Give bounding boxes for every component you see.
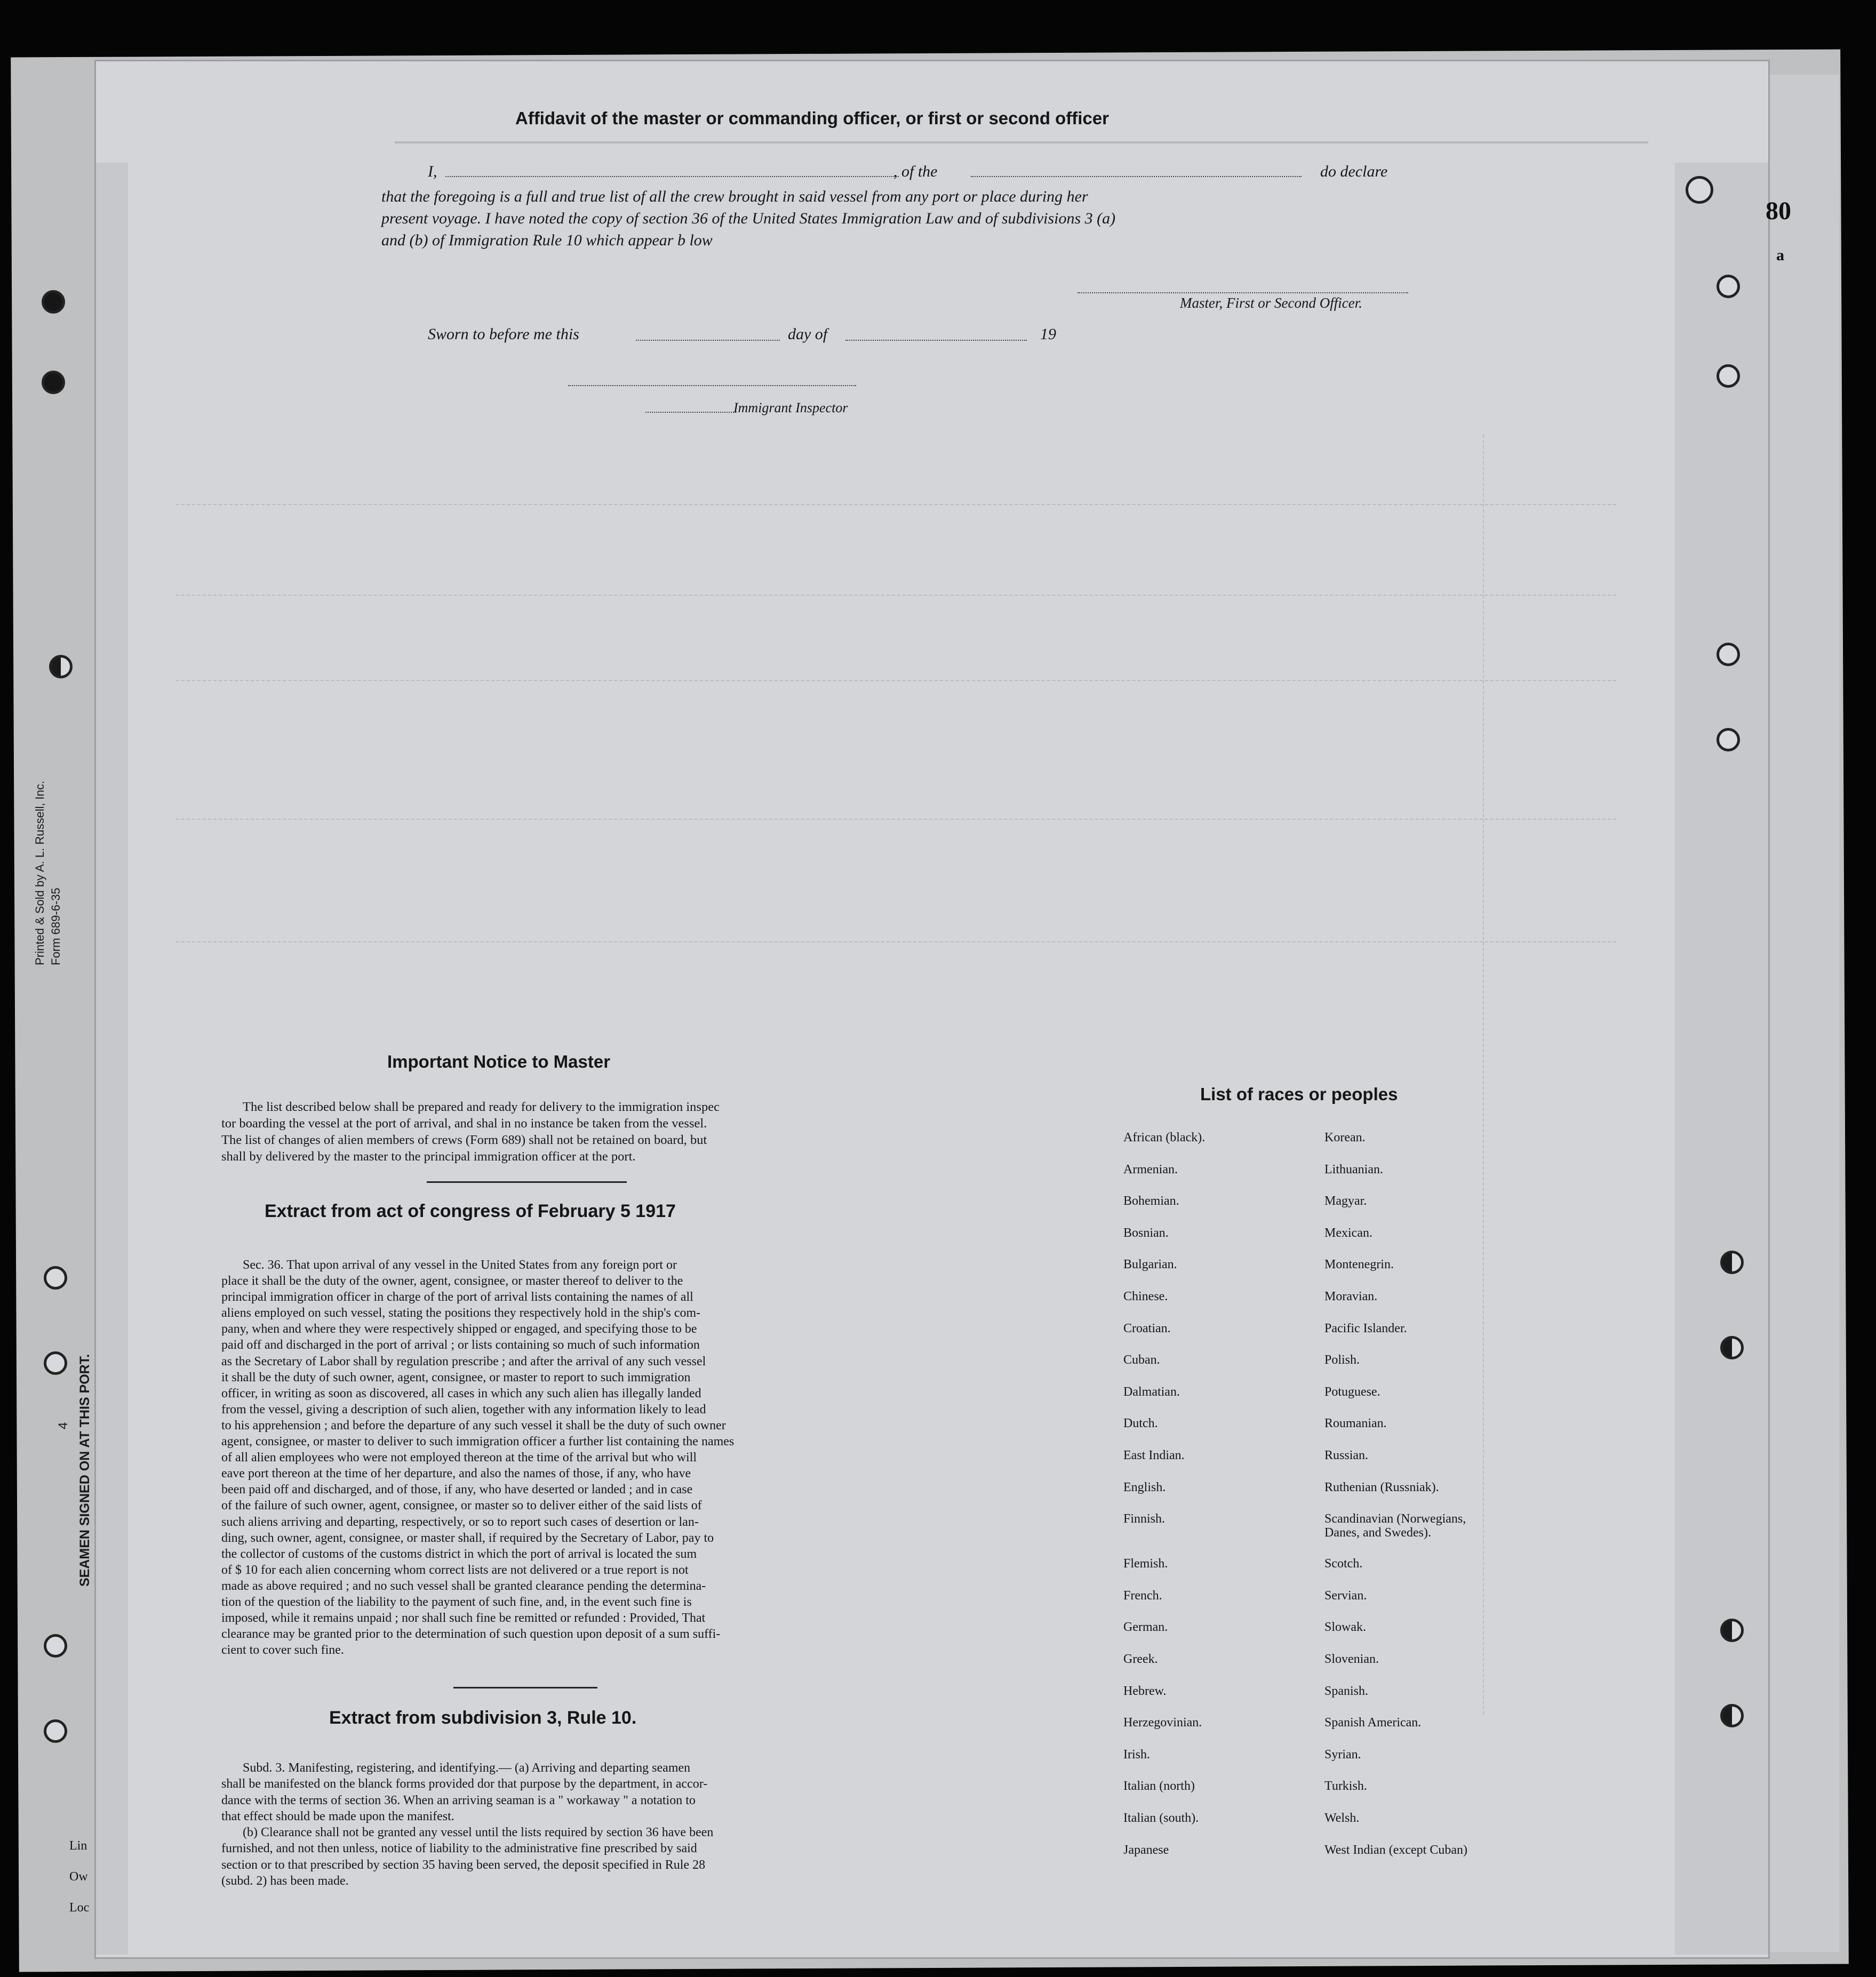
inspector-signature-blank[interactable] (568, 385, 856, 386)
race-item: Hebrew. (1123, 1684, 1167, 1698)
race-item: Dalmatian. (1123, 1384, 1180, 1399)
binding-hole (1717, 643, 1740, 666)
margin-number: 80 (1766, 197, 1791, 225)
text-line: agent, consignee, or master to deliver to such immigration officer a further list containing the names (221, 1435, 735, 1449)
text-line: as the Secretary of Labor shall by regulation prescribe ; and after the arrival of any such vessel (221, 1354, 706, 1368)
race-item: Potuguese. (1324, 1384, 1380, 1399)
affidavit-title: Affidavit of the master or commanding officer, or first or second officer (515, 108, 1109, 128)
text-line: principal immigration officer in charge of the port of arrival lists containing the names of all (221, 1290, 693, 1304)
text-line: cient to cover such fine. (221, 1643, 344, 1658)
race-item: Polish. (1324, 1353, 1360, 1367)
printer-credit: Printed & Sold by A. L. Russell, Inc. (33, 780, 46, 965)
race-item: French. (1123, 1588, 1162, 1603)
divider (427, 1181, 627, 1183)
race-item: Dutch. (1123, 1416, 1158, 1431)
race-item: Chinese. (1123, 1290, 1168, 1303)
race-item: Flemish. (1123, 1557, 1168, 1571)
race-item: Magyar. (1324, 1194, 1367, 1208)
text-line: of all alien employees who were not employed thereon at the time of the arrival but who will (221, 1451, 697, 1465)
bleed-through-row-c (176, 680, 1616, 681)
text-line: been paid off and discharged, and of those, if any, who have deserted or landed ; and in case (221, 1483, 693, 1497)
race-item: Bulgarian. (1123, 1258, 1177, 1272)
bleed-through-row-e (176, 941, 1616, 942)
race-item: Bosnian. (1123, 1226, 1169, 1240)
seamen-signed-label: SEAMEN SIGNED ON AT THIS PORT. (77, 1354, 92, 1587)
text-line: furnished, and not then unless, notice of liability to the administrative fine prescribed by said (221, 1842, 697, 1856)
races-title: List of races or peoples (1200, 1084, 1398, 1104)
side-number: 4 (56, 1422, 70, 1429)
race-item: Korean. (1324, 1131, 1366, 1144)
affidavit-i: I, (428, 163, 437, 180)
text-line: of $ 10 for each alien concerning whom correct lists are not delivered or a true report is not (221, 1563, 689, 1577)
race-item: Ruthenian (Russniak). (1324, 1480, 1439, 1494)
notice-title: Important Notice to Master (387, 1052, 611, 1071)
form-number: Form 689-6-35 (49, 887, 62, 965)
binding-hole (42, 290, 65, 314)
race-item: Lithuanian. (1324, 1162, 1383, 1176)
race-item: Servian. (1324, 1588, 1367, 1603)
affidavit-declare: do declare (1320, 163, 1388, 180)
text-line: it shall be the duty of such owner, agent, consignee, or master to report to such immigration (221, 1370, 691, 1384)
text-line: dance with the terms of section 36. When an arriving seaman is a " workaway " a notation to (221, 1793, 696, 1807)
text-line: (b) Clearance shall not be granted any vessel until the lists required by section 36 have been (243, 1826, 714, 1840)
bleed-through-row-d (176, 819, 1616, 820)
race-item: Welsh. (1324, 1811, 1360, 1825)
race-item: Slowak. (1324, 1620, 1366, 1635)
binding-hole (1717, 275, 1740, 298)
sworn-day-of: day of (788, 325, 828, 343)
right-page-edge (1770, 75, 1839, 1952)
race-item: Russian. (1324, 1448, 1369, 1462)
day-blank[interactable] (636, 340, 780, 341)
binding-hole (49, 655, 73, 678)
binding-hole (42, 371, 65, 394)
binding-hole (1686, 176, 1713, 204)
bleed-through-heading (395, 141, 1648, 143)
race-item: Italian (north) (1123, 1779, 1195, 1794)
extract-act-body (221, 1257, 832, 1658)
race-item: Herzegovinian. (1123, 1716, 1202, 1730)
left-margin-fragment: Ow (69, 1870, 88, 1884)
race-item: Turkish. (1324, 1779, 1367, 1794)
text-line: tion of the question of the liability to the payment of such fine, and, in the event such fine is (221, 1595, 692, 1609)
race-item: Mexican. (1324, 1226, 1372, 1240)
left-margin-fragment: Loc (69, 1901, 90, 1915)
text-line: the collector of customs of the customs district in which the port of arrival is located the sum (221, 1547, 697, 1561)
month-blank[interactable] (845, 340, 1027, 341)
binding-hole (44, 1634, 67, 1658)
text-line: shall be manifested on the blanck forms provided dor that purpose by the department, in accor- (221, 1777, 708, 1791)
name-blank[interactable] (445, 176, 899, 177)
text-line: place it shall be the duty of the owner, agent, consignee, or master thereof to deliver to the (221, 1274, 683, 1288)
text-line: The list of changes of alien members of crews (Form 689) shall not be retained on board, but (221, 1133, 707, 1147)
text-line: aliens employed on such vessel, stating the positions they respectively hold in the ship's com- (221, 1306, 701, 1320)
text-line: that effect should be made upon the manifest. (221, 1809, 454, 1823)
race-item: Scandinavian (Norwegians, Danes, and Swedes). (1324, 1512, 1466, 1540)
race-item: Cuban. (1123, 1353, 1160, 1367)
margin-letter: a (1776, 246, 1784, 264)
binding-hole (1717, 728, 1740, 751)
sworn-year: 19 (1040, 325, 1056, 343)
race-item: East Indian. (1123, 1448, 1185, 1462)
binding-hole (1720, 1619, 1744, 1642)
binding-hole (1720, 1251, 1744, 1274)
race-item: Spanish. (1324, 1684, 1369, 1698)
master-signature-label: Master, First or Second Officer. (1180, 295, 1362, 311)
notice-body (221, 1099, 835, 1165)
race-item: African (black). (1123, 1131, 1206, 1144)
race-item: Syrian. (1324, 1747, 1361, 1762)
race-item: Greek. (1123, 1652, 1158, 1666)
race-item: Scotch. (1324, 1557, 1363, 1571)
divider (453, 1687, 597, 1688)
text-line: imposed, while it remains unpaid ; nor shall such fine be remitted or refunded : Provided, That (221, 1611, 706, 1626)
left-margin-fragment: Lin (69, 1839, 87, 1853)
bleed-through-row-b (176, 595, 1616, 596)
text-line: paid off and discharged in the port of arrival ; or lists containing so much of such information (221, 1338, 700, 1352)
text-line: to his apprehension ; and before the departure of any such vessel it shall be the duty of such owner (221, 1418, 726, 1432)
race-item: West Indian (except Cuban) (1324, 1843, 1467, 1857)
bleed-through-row-a (176, 504, 1616, 505)
race-item: Spanish American. (1324, 1716, 1422, 1730)
text-line: eave port thereon at the time of her departure, and also the names of those, if any, who have (221, 1467, 691, 1481)
right-binding-strip (1675, 163, 1768, 1955)
binding-hole (1720, 1336, 1744, 1359)
extract-rule-body (221, 1760, 832, 1889)
affidavit-line-4: and (b) of Immigration Rule 10 which appear b low (381, 231, 713, 249)
race-item: Italian (south). (1123, 1811, 1199, 1825)
text-line: section or to that prescribed by section 35 having been served, the deposit specified in Rule 28 (221, 1858, 706, 1872)
race-item: Finnish. (1123, 1512, 1165, 1526)
binding-hole (1720, 1704, 1744, 1727)
text-line: from the vessel, giving a description of such alien, together with any information likely to lead (221, 1402, 706, 1416)
binding-hole (44, 1351, 67, 1375)
text-line: officer, in writing as soon as discovered, all cases in which any such alien has illegally landed (221, 1386, 701, 1400)
race-item: Croatian. (1123, 1321, 1171, 1335)
race-item: Moravian. (1324, 1290, 1378, 1303)
race-item: Roumanian. (1324, 1416, 1387, 1431)
race-item: English. (1123, 1480, 1166, 1494)
binding-hole (44, 1266, 67, 1290)
text-line: The list described below shall be prepared and ready for delivery to the immigration inspec (243, 1100, 720, 1114)
race-item: Japanese (1123, 1843, 1169, 1857)
text-line: such aliens arriving and departing, respectively, or so to report such cases of desertion or lan- (221, 1515, 699, 1529)
vessel-blank[interactable] (971, 176, 1302, 177)
inspector-signature-blank-2[interactable] (645, 412, 736, 413)
binding-hole (44, 1719, 67, 1743)
affidavit-line-2: that the foregoing is a full and true list of all the crew brought in said vessel from any port or place during her (381, 188, 1088, 205)
race-item: Slovenian. (1324, 1652, 1379, 1666)
binding-hole (1717, 364, 1740, 388)
text-line: Subd. 3. Manifesting, registering, and identifying.— (a) Arriving and departing seamen (243, 1761, 691, 1775)
text-line: tor boarding the vessel at the port of arrival, and shal in no instance be taken from the vessel. (221, 1116, 707, 1131)
affidavit-line-3: present voyage. I have noted the copy of section 36 of the United States Immigration Law and of subdivisions 3 (a) (381, 210, 1116, 227)
extract-act-title: Extract from act of congress of February 5 1917 (265, 1201, 676, 1221)
race-item: Armenian. (1123, 1162, 1178, 1176)
affidavit-of-the: , of the (893, 163, 938, 180)
text-line: shall by delivered by the master to the principal immigration officer at the port. (221, 1149, 636, 1164)
text-line: (subd. 2) has been made. (221, 1874, 349, 1888)
extract-rule-title: Extract from subdivision 3, Rule 10. (329, 1708, 637, 1728)
text-line: pany, when and where they were respectively shipped or engaged, and specifying those to be (221, 1322, 697, 1336)
sworn-text: Sworn to before me this (428, 325, 579, 343)
text-line: of the failure of such owner, agent, consignee, or master so to deliver either of the said lists of (221, 1499, 702, 1513)
text-line: clearance may be granted prior to the determination of such question upon deposit of a sum suffi- (221, 1627, 721, 1642)
master-signature-blank[interactable] (1077, 292, 1408, 293)
text-line: ding, such owner, agent, consignee, or master shall, if required by the Secretary of Labor, pay to (221, 1531, 714, 1545)
race-item: German. (1123, 1620, 1168, 1635)
race-item: Pacific Islander. (1324, 1321, 1407, 1335)
left-binding-strip (96, 163, 128, 1955)
race-item: Bohemian. (1123, 1194, 1179, 1208)
race-item: Montenegrin. (1324, 1258, 1394, 1272)
inspector-label: Immigrant Inspector (733, 400, 848, 415)
text-line: Sec. 36. That upon arrival of any vessel in the United States from any foreign port or (243, 1258, 677, 1272)
text-line: made as above required ; and no such vessel shall be granted clearance pending the determina- (221, 1579, 706, 1593)
race-item: Irish. (1123, 1747, 1150, 1762)
document-page (96, 61, 1768, 1957)
